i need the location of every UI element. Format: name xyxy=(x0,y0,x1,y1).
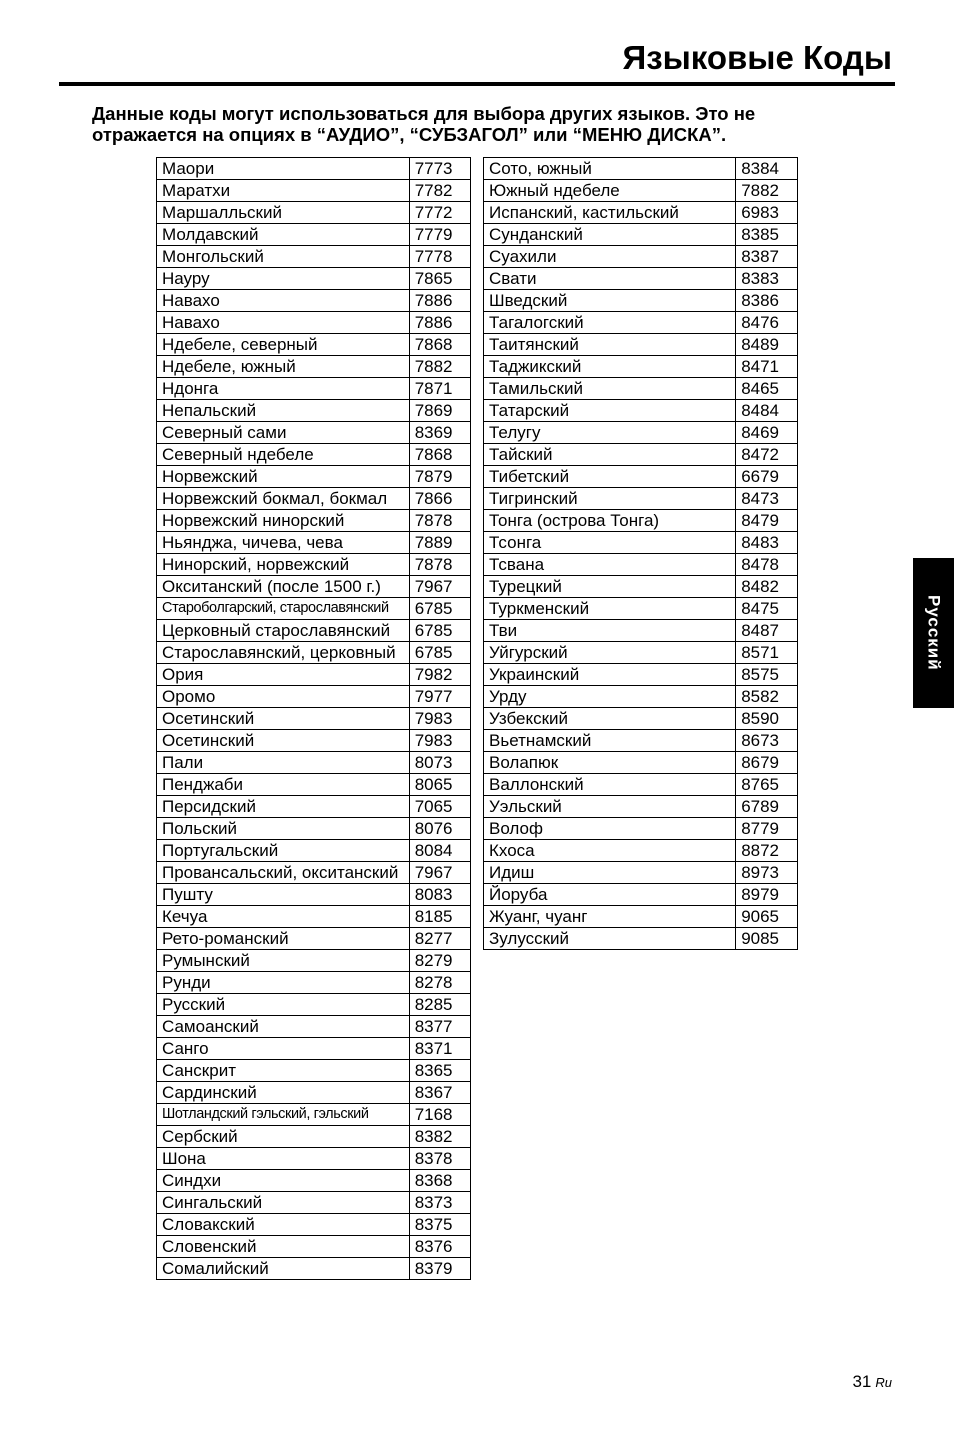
language-name: Тсвана xyxy=(484,554,736,576)
language-name: Турецкий xyxy=(484,576,736,598)
language-name: Норвежский xyxy=(157,466,410,488)
language-code: 8065 xyxy=(409,774,470,796)
table-row xyxy=(157,1104,471,1126)
language-code: 8277 xyxy=(409,928,470,950)
table-row xyxy=(157,158,471,180)
language-code: 7886 xyxy=(409,312,470,334)
table-row xyxy=(484,664,798,686)
language-code: 8285 xyxy=(409,994,470,1016)
language-name: Молдавский xyxy=(157,224,410,246)
language-code: 7983 xyxy=(409,730,470,752)
language-name: Тамильский xyxy=(484,378,736,400)
language-name: Пенджаби xyxy=(157,774,410,796)
language-code: 8377 xyxy=(409,1016,470,1038)
table-row xyxy=(157,532,471,554)
language-name: Маори xyxy=(157,158,410,180)
table-row xyxy=(484,378,798,400)
table-row xyxy=(157,1082,471,1104)
language-code: 8478 xyxy=(736,554,798,576)
language-name: Маратхи xyxy=(157,180,410,202)
page-title: Языковые Коды xyxy=(622,39,892,76)
table-row xyxy=(484,466,798,488)
language-name: Суахили xyxy=(484,246,736,268)
language-code: 8476 xyxy=(736,312,798,334)
language-name: Ндонга xyxy=(157,378,410,400)
language-name: Тигринский xyxy=(484,488,736,510)
language-name: Словакский xyxy=(157,1214,410,1236)
language-code: 9085 xyxy=(736,928,798,950)
table-row xyxy=(157,1192,471,1214)
language-name: Рето-романский xyxy=(157,928,410,950)
language-codes-table-right xyxy=(483,157,798,950)
table-row xyxy=(484,774,798,796)
language-code: 8378 xyxy=(409,1148,470,1170)
language-name: Навахо xyxy=(157,290,410,312)
language-name: Шотландский гэльский, гэльский xyxy=(157,1104,410,1126)
language-code: 8386 xyxy=(736,290,798,312)
intro-line-1: Данные коды могут использоваться для выбора других языков. Это не xyxy=(92,103,756,124)
table-row xyxy=(157,796,471,818)
language-code: 8582 xyxy=(736,686,798,708)
table-row xyxy=(157,730,471,752)
language-name: Узбекский xyxy=(484,708,736,730)
language-code: 7982 xyxy=(409,664,470,686)
table-row xyxy=(484,202,798,224)
table-row xyxy=(484,158,798,180)
language-code: 7779 xyxy=(409,224,470,246)
table-row xyxy=(157,840,471,862)
table-row xyxy=(157,686,471,708)
language-code: 7168 xyxy=(409,1104,470,1126)
language-code: 7868 xyxy=(409,334,470,356)
language-name: Северный сами xyxy=(157,422,410,444)
table-row xyxy=(484,246,798,268)
table-row xyxy=(484,708,798,730)
table-row xyxy=(157,752,471,774)
language-name: Португальский xyxy=(157,840,410,862)
table-row xyxy=(157,290,471,312)
language-name: Тви xyxy=(484,620,736,642)
table-row xyxy=(157,268,471,290)
table-row xyxy=(484,422,798,444)
language-code: 8379 xyxy=(409,1258,470,1280)
language-name: Нинорский, норвежский xyxy=(157,554,410,576)
table-row xyxy=(157,708,471,730)
table-row xyxy=(484,532,798,554)
language-code: 6785 xyxy=(409,598,470,620)
language-code: 8482 xyxy=(736,576,798,598)
language-code: 8472 xyxy=(736,444,798,466)
table-row xyxy=(484,730,798,752)
language-name: Сингальский xyxy=(157,1192,410,1214)
language-code: 7879 xyxy=(409,466,470,488)
page-number-value: 31 xyxy=(852,1372,872,1391)
table-row xyxy=(157,202,471,224)
table-row xyxy=(157,1170,471,1192)
language-name: Уэльский xyxy=(484,796,736,818)
language-code: 7868 xyxy=(409,444,470,466)
language-code: 7983 xyxy=(409,708,470,730)
table-right-body xyxy=(484,158,798,950)
language-code: 6679 xyxy=(736,466,798,488)
table-row xyxy=(484,840,798,862)
table-row xyxy=(157,510,471,532)
language-name: Персидский xyxy=(157,796,410,818)
language-code: 6785 xyxy=(409,642,470,664)
language-code: 8571 xyxy=(736,642,798,664)
table-row xyxy=(484,290,798,312)
language-name: Свати xyxy=(484,268,736,290)
table-row xyxy=(484,268,798,290)
language-name: Тонга (острова Тонга) xyxy=(484,510,736,532)
language-name: Кхоса xyxy=(484,840,736,862)
language-code: 7882 xyxy=(409,356,470,378)
language-code: 8367 xyxy=(409,1082,470,1104)
language-name: Кечуа xyxy=(157,906,410,928)
language-name: Таджикский xyxy=(484,356,736,378)
language-code: 7977 xyxy=(409,686,470,708)
table-row xyxy=(157,598,471,620)
language-code: 8387 xyxy=(736,246,798,268)
table-row xyxy=(484,224,798,246)
language-code: 7782 xyxy=(409,180,470,202)
table-row xyxy=(157,972,471,994)
language-code: 8375 xyxy=(409,1214,470,1236)
table-row xyxy=(157,928,471,950)
language-code: 8371 xyxy=(409,1038,470,1060)
table-row xyxy=(157,466,471,488)
language-name: Ньянджа, чичева, чева xyxy=(157,532,410,554)
language-code: 8489 xyxy=(736,334,798,356)
table-row xyxy=(157,664,471,686)
language-code: 7065 xyxy=(409,796,470,818)
language-code: 8469 xyxy=(736,422,798,444)
table-row xyxy=(484,312,798,334)
table-row xyxy=(484,928,798,950)
language-name: Сомалийский xyxy=(157,1258,410,1280)
table-row xyxy=(157,312,471,334)
language-name: Румынский xyxy=(157,950,410,972)
table-row xyxy=(157,1038,471,1060)
language-name: Осетинский xyxy=(157,708,410,730)
table-row xyxy=(484,884,798,906)
language-name: Идиш xyxy=(484,862,736,884)
table-row xyxy=(484,554,798,576)
language-code: 8369 xyxy=(409,422,470,444)
language-name: Урду xyxy=(484,686,736,708)
language-code: 7778 xyxy=(409,246,470,268)
table-row xyxy=(484,818,798,840)
language-code: 7889 xyxy=(409,532,470,554)
language-code: 8385 xyxy=(736,224,798,246)
language-name: Словенский xyxy=(157,1236,410,1258)
table-row xyxy=(484,488,798,510)
language-code: 8679 xyxy=(736,752,798,774)
language-name: Сардинский xyxy=(157,1082,410,1104)
language-code: 8185 xyxy=(409,906,470,928)
table-row xyxy=(157,994,471,1016)
language-name: Сербский xyxy=(157,1126,410,1148)
language-name: Шведский xyxy=(484,290,736,312)
language-name: Ория xyxy=(157,664,410,686)
language-code: 7865 xyxy=(409,268,470,290)
language-name: Волапюк xyxy=(484,752,736,774)
language-name: Испанский, кастильский xyxy=(484,202,736,224)
language-code: 8475 xyxy=(736,598,798,620)
intro-line-2: отражается на опциях в “АУДИО”, “СУБЗАГОЛ” или “МЕНЮ ДИСКА”. xyxy=(92,124,727,145)
table-row xyxy=(157,246,471,268)
language-name: Пушту xyxy=(157,884,410,906)
table-row xyxy=(157,642,471,664)
language-name: Староболгарский, старославянский xyxy=(157,598,410,620)
language-name: Таитянский xyxy=(484,334,736,356)
table-row xyxy=(484,334,798,356)
language-code: 7967 xyxy=(409,576,470,598)
language-code: 8779 xyxy=(736,818,798,840)
language-name: Оромо xyxy=(157,686,410,708)
language-code: 7878 xyxy=(409,554,470,576)
page-number xyxy=(852,1372,892,1392)
language-name: Непальский xyxy=(157,400,410,422)
language-code: 8590 xyxy=(736,708,798,730)
language-name: Провансальский, окситанский xyxy=(157,862,410,884)
table-row xyxy=(484,620,798,642)
language-code: 8278 xyxy=(409,972,470,994)
language-code: 8073 xyxy=(409,752,470,774)
language-name: Тайский xyxy=(484,444,736,466)
language-name: Вьетнамский xyxy=(484,730,736,752)
table-row xyxy=(157,180,471,202)
language-code: 7967 xyxy=(409,862,470,884)
table-row xyxy=(157,950,471,972)
table-row xyxy=(157,1214,471,1236)
language-code: 6983 xyxy=(736,202,798,224)
language-code: 8673 xyxy=(736,730,798,752)
language-code: 8473 xyxy=(736,488,798,510)
table-row xyxy=(484,576,798,598)
language-name: Ндебеле, северный xyxy=(157,334,410,356)
table-row xyxy=(484,510,798,532)
language-name: Жуанг, чуанг xyxy=(484,906,736,928)
language-code: 7772 xyxy=(409,202,470,224)
table-row xyxy=(157,1060,471,1082)
intro-text xyxy=(92,103,892,145)
table-row xyxy=(157,422,471,444)
language-code: 8575 xyxy=(736,664,798,686)
table-row xyxy=(484,598,798,620)
language-name: Северный ндебеле xyxy=(157,444,410,466)
language-code: 8083 xyxy=(409,884,470,906)
table-row xyxy=(157,378,471,400)
language-name: Татарский xyxy=(484,400,736,422)
language-code: 8484 xyxy=(736,400,798,422)
language-name: Туркменский xyxy=(484,598,736,620)
language-name: Санскрит xyxy=(157,1060,410,1082)
table-row xyxy=(484,356,798,378)
language-name: Осетинский xyxy=(157,730,410,752)
language-name: Пали xyxy=(157,752,410,774)
language-name: Сунданский xyxy=(484,224,736,246)
table-row xyxy=(484,180,798,202)
table-row xyxy=(157,906,471,928)
language-name: Уйгурский xyxy=(484,642,736,664)
language-name: Навахо xyxy=(157,312,410,334)
language-code: 8765 xyxy=(736,774,798,796)
table-row xyxy=(157,224,471,246)
language-name: Ндебеле, южный xyxy=(157,356,410,378)
language-name: Йоруба xyxy=(484,884,736,906)
language-name: Волоф xyxy=(484,818,736,840)
table-row xyxy=(157,1258,471,1280)
language-name: Сото, южный xyxy=(484,158,736,180)
language-code: 8373 xyxy=(409,1192,470,1214)
language-name: Маршалльский xyxy=(157,202,410,224)
language-name: Норвежский бокмал, бокмал xyxy=(157,488,410,510)
table-row xyxy=(484,444,798,466)
table-row xyxy=(484,862,798,884)
language-name: Шона xyxy=(157,1148,410,1170)
language-code: 7869 xyxy=(409,400,470,422)
language-code: 7866 xyxy=(409,488,470,510)
table-row xyxy=(157,356,471,378)
language-name: Валлонский xyxy=(484,774,736,796)
table-row xyxy=(157,444,471,466)
language-code: 8973 xyxy=(736,862,798,884)
language-code: 8376 xyxy=(409,1236,470,1258)
language-name: Русский xyxy=(157,994,410,1016)
table-row xyxy=(484,642,798,664)
side-tab-label: Русский xyxy=(924,595,944,671)
language-code: 8979 xyxy=(736,884,798,906)
language-code: 7871 xyxy=(409,378,470,400)
table-row xyxy=(157,334,471,356)
language-name: Окситанский (после 1500 г.) xyxy=(157,576,410,598)
language-name: Тсонга xyxy=(484,532,736,554)
language-code: 8471 xyxy=(736,356,798,378)
language-code: 7773 xyxy=(409,158,470,180)
section-side-tab xyxy=(913,558,954,708)
language-code: 8465 xyxy=(736,378,798,400)
language-code: 8084 xyxy=(409,840,470,862)
language-name: Норвежский нинорский xyxy=(157,510,410,532)
language-code: 6789 xyxy=(736,796,798,818)
table-row xyxy=(484,400,798,422)
language-code: 8076 xyxy=(409,818,470,840)
language-name: Синдхи xyxy=(157,1170,410,1192)
table-row xyxy=(157,1126,471,1148)
language-code: 8483 xyxy=(736,532,798,554)
table-left-body xyxy=(157,158,471,1280)
table-row xyxy=(157,1016,471,1038)
language-code: 8383 xyxy=(736,268,798,290)
language-code: 7886 xyxy=(409,290,470,312)
table-row xyxy=(157,818,471,840)
table-row xyxy=(157,774,471,796)
language-name: Старославянский, церковный xyxy=(157,642,410,664)
page-language-suffix: Ru xyxy=(875,1375,892,1390)
table-row xyxy=(157,862,471,884)
table-row xyxy=(157,884,471,906)
language-name: Тибетский xyxy=(484,466,736,488)
language-code: 8279 xyxy=(409,950,470,972)
language-code: 8368 xyxy=(409,1170,470,1192)
language-name: Зулусский xyxy=(484,928,736,950)
table-row xyxy=(484,752,798,774)
language-name: Монгольский xyxy=(157,246,410,268)
language-name: Южный ндебеле xyxy=(484,180,736,202)
table-row xyxy=(484,906,798,928)
language-name: Церковный старославянский xyxy=(157,620,410,642)
language-name: Науру xyxy=(157,268,410,290)
title-divider xyxy=(59,82,895,86)
language-code: 7882 xyxy=(736,180,798,202)
language-code: 8384 xyxy=(736,158,798,180)
language-code: 8487 xyxy=(736,620,798,642)
table-row xyxy=(484,686,798,708)
language-name: Тагалогский xyxy=(484,312,736,334)
language-code: 9065 xyxy=(736,906,798,928)
language-code: 8365 xyxy=(409,1060,470,1082)
language-code: 7878 xyxy=(409,510,470,532)
table-row xyxy=(484,796,798,818)
language-code: 6785 xyxy=(409,620,470,642)
language-name: Телугу xyxy=(484,422,736,444)
table-row xyxy=(157,554,471,576)
language-name: Санго xyxy=(157,1038,410,1060)
language-name: Самоанский xyxy=(157,1016,410,1038)
language-name: Украинский xyxy=(484,664,736,686)
language-name: Польский xyxy=(157,818,410,840)
language-code: 8382 xyxy=(409,1126,470,1148)
table-row xyxy=(157,620,471,642)
table-row xyxy=(157,576,471,598)
language-code: 8872 xyxy=(736,840,798,862)
table-row xyxy=(157,1148,471,1170)
language-name: Рунди xyxy=(157,972,410,994)
table-row xyxy=(157,488,471,510)
language-code: 8479 xyxy=(736,510,798,532)
table-row xyxy=(157,400,471,422)
table-row xyxy=(157,1236,471,1258)
language-codes-table-left xyxy=(156,157,471,1280)
